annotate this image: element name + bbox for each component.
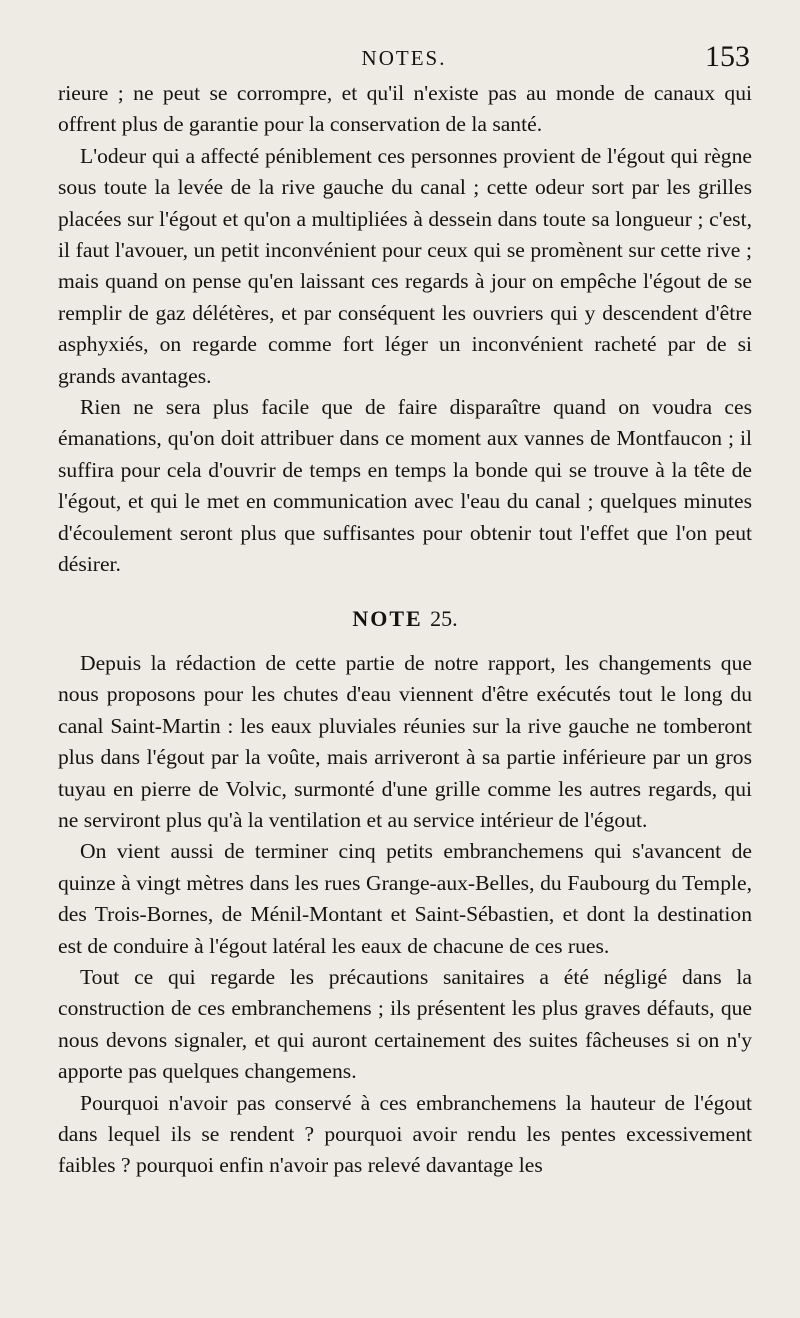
note-heading-number: 25. (430, 605, 458, 631)
note-paragraph: Pourquoi n'avoir pas conservé à ces embranchemens la hauteur de l'égout dans lequel ils se rendent ? pourquoi avoir rendu les pentes excessivement faibles ? pourquoi enfin n'avoir pas relevé davantage les (58, 1090, 752, 1178)
page-number: 153 (705, 40, 750, 73)
note-paragraph: Tout ce qui regarde les précautions sanitaires a été négligé dans la construction de ces embranchemens ; ils présentent les plus graves défauts, que nous devons signaler, et qui auront certainement des suites fâcheuses si on n'y apporte pas quelques changemens. (58, 964, 752, 1084)
paragraph: rieure ; ne peut se corrompre, et qu'il n'existe pas au monde de canaux qui offrent plus de garantie pour la conservation de la santé. (58, 81, 752, 137)
note-heading-label: NOTE (352, 605, 423, 631)
page-header (58, 40, 750, 76)
note-paragraph: Depuis la rédaction de cette partie de notre rapport, les changements que nous proposons pour les chutes d'eau viennent d'être exécutés tout le long du canal Saint-Martin : les eaux pluviales réunies sur la rive gauche ne tomberont plus dans l'égout par la voûte, mais arriveront à sa partie inférieure par un gros tuyau en pierre de Volvic, surmonté d'une grille comme les autres regards, qui ne serviront plus qu'à la ventilation et au service intérieur de l'égout. (58, 650, 752, 832)
running-head: NOTES. (361, 46, 447, 70)
note-paragraph: On vient aussi de terminer cinq petits embranchemens qui s'avancent de quinze à vingt mètres dans les rues Grange-aux-Belles, du Faubourg du Temple, des Trois-Bornes, de Ménil-Montant et Saint-Sébastien, et dont la destination est de conduire à l'égout latéral les eaux de chacune de ces rues. (58, 839, 752, 958)
paragraph: Rien ne sera plus facile que de faire disparaître quand on voudra ces émanations, qu'on doit attribuer dans ce moment aux vannes de Montfaucon ; il suffira pour cela d'ouvrir de temps en temps la bonde qui se trouve à la tête de l'égout, et qui le met en communication avec l'eau du canal ; quelques minutes d'écoulement seront plus que suffisantes pour obtenir tout l'effet que l'on peut désirer. (58, 395, 752, 577)
note-heading (58, 603, 752, 634)
paragraph: L'odeur qui a affecté péniblement ces personnes provient de l'égout qui règne sous toute la levée de la rive gauche du canal ; cette odeur sort par les grilles placées sur l'égout et qu'on a multipliées à dessein dans toute sa longueur ; c'est, il faut l'avouer, un petit inconvénient pour ceux qui se promènent sur cette rive ; mais quand on pense qu'en laissant ces regards à jour on empêche l'égout de se remplir de gaz délétères, et par conséquent les ouvriers qui y descendent d'être asphyxiés, on regarde comme fort léger un inconvénient racheté par de si grands avantages. (58, 143, 752, 388)
body-text (58, 78, 752, 1182)
